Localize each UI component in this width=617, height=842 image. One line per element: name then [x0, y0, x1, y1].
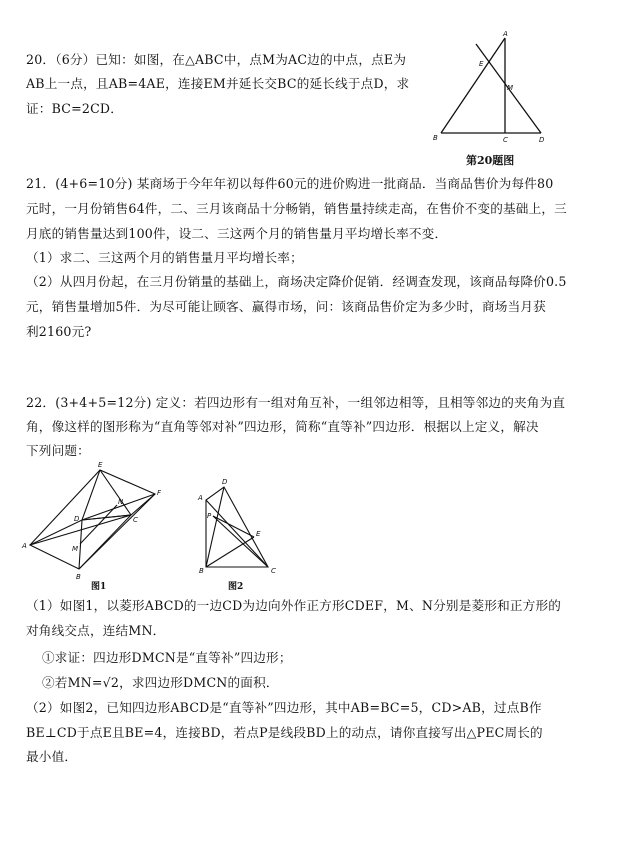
q20-point-a: A	[503, 30, 508, 38]
q20-point-d: D	[539, 136, 545, 144]
fig1-point-b: B	[76, 573, 81, 581]
q21-line-1: 21．(4+6=10分) 某商场于今年年初以每件60元的进价购进一批商品．当商品售价为每件80	[26, 176, 554, 191]
fig1-point-d: D	[74, 515, 80, 523]
figure-2-label: 图2	[228, 582, 244, 592]
q22-part-2-line-3: 最小值．	[26, 749, 78, 764]
q22-part-2-line-1: （2）如图2，已知四边形ABCD是“直等补”四边形，其中AB=BC=5，CD>AB，过点B作	[26, 700, 542, 715]
q22-line-2: 角，像这样的图形称为“直角等邻对补”四边形，简称“直等补”四边形．根据以上定义，解决	[26, 419, 539, 434]
q22-part-1-item-1: ①求证：四边形DMCN是“直等补”四边形；	[42, 650, 292, 665]
q22-part-1-line-2: 对角线交点，连结MN．	[26, 623, 166, 638]
q21-part-2-line-3: 利2160元?	[26, 324, 92, 339]
fig2-point-d: D	[222, 478, 228, 486]
q22-part-1-item-2: ②若MN=√2，求四边形DMCN的面积．	[42, 675, 279, 690]
q22-part-2-line-2: BE⊥CD于点E且BE=4，连接BD，若点P是线段BD上的动点，请你直接写出△PEC周长的	[26, 725, 543, 740]
q21-part-2-line-2: 元，销售量增加5件．为尽可能让顾客、赢得市场，问：该商品售价定为多少时，商场当月获	[26, 299, 546, 314]
fig2-point-b: B	[199, 567, 204, 575]
q20-point-b: B	[433, 134, 438, 142]
q20-line-1: 20．（6分）已知：如图，在△ABC中，点M为AC边的中点，点E为	[26, 52, 407, 67]
q21-part-2-line-1: （2）从四月份起，在三月份销量的基础上，商场决定降价促销．经调查发现，该商品每降价0.5	[26, 274, 567, 289]
fig1-point-a: A	[22, 542, 27, 550]
fig1-point-f: F	[157, 489, 162, 497]
q22-line-3: 下列问题：	[26, 443, 90, 458]
q21-part-1: （1）求二、三这两个月的销售量月平均增长率；	[26, 250, 303, 265]
fig1-point-n: N	[118, 498, 124, 506]
q20-line-2: AB上一点，且AB=4AE，连接EM并延长交BC的延长线于点D，求	[26, 76, 410, 91]
q20-line-3: 证：BC=2CD．	[26, 101, 124, 116]
q21-line-2: 元时，一月份销售64件，二、三月该商品十分畅销，销售量持续走高，在售价不变的基础上，三	[26, 201, 567, 216]
q21-line-3: 月底的销售量达到100件，设二、三这两个月的销售量月平均增长率不变．	[26, 226, 448, 241]
fig2-point-a: A	[198, 494, 203, 502]
figure-1-label: 图1	[91, 582, 107, 592]
q22-line-1: 22．(3+4+5=12分) 定义：若四边形有一组对角互补，一组邻边相等，且相等邻边的夹角为直	[26, 395, 566, 410]
fig2-point-p: P	[207, 512, 212, 520]
q20-point-m: M	[507, 84, 514, 92]
fig2-point-c: C	[271, 567, 276, 575]
fig1-point-c: C	[133, 516, 138, 524]
fig1-point-m: M	[72, 545, 79, 553]
fig1-point-e: E	[98, 461, 103, 469]
q20-point-e: E	[479, 60, 484, 68]
q22-part-1-line-1: （1）如图1，以菱形ABCD的一边CD为边向外作正方形CDEF，M、N分别是菱形和正方形的	[26, 598, 562, 613]
q20-point-c: C	[503, 136, 508, 144]
q20-figure-caption: 第20题图	[466, 154, 515, 167]
fig2-point-e: E	[256, 530, 261, 538]
